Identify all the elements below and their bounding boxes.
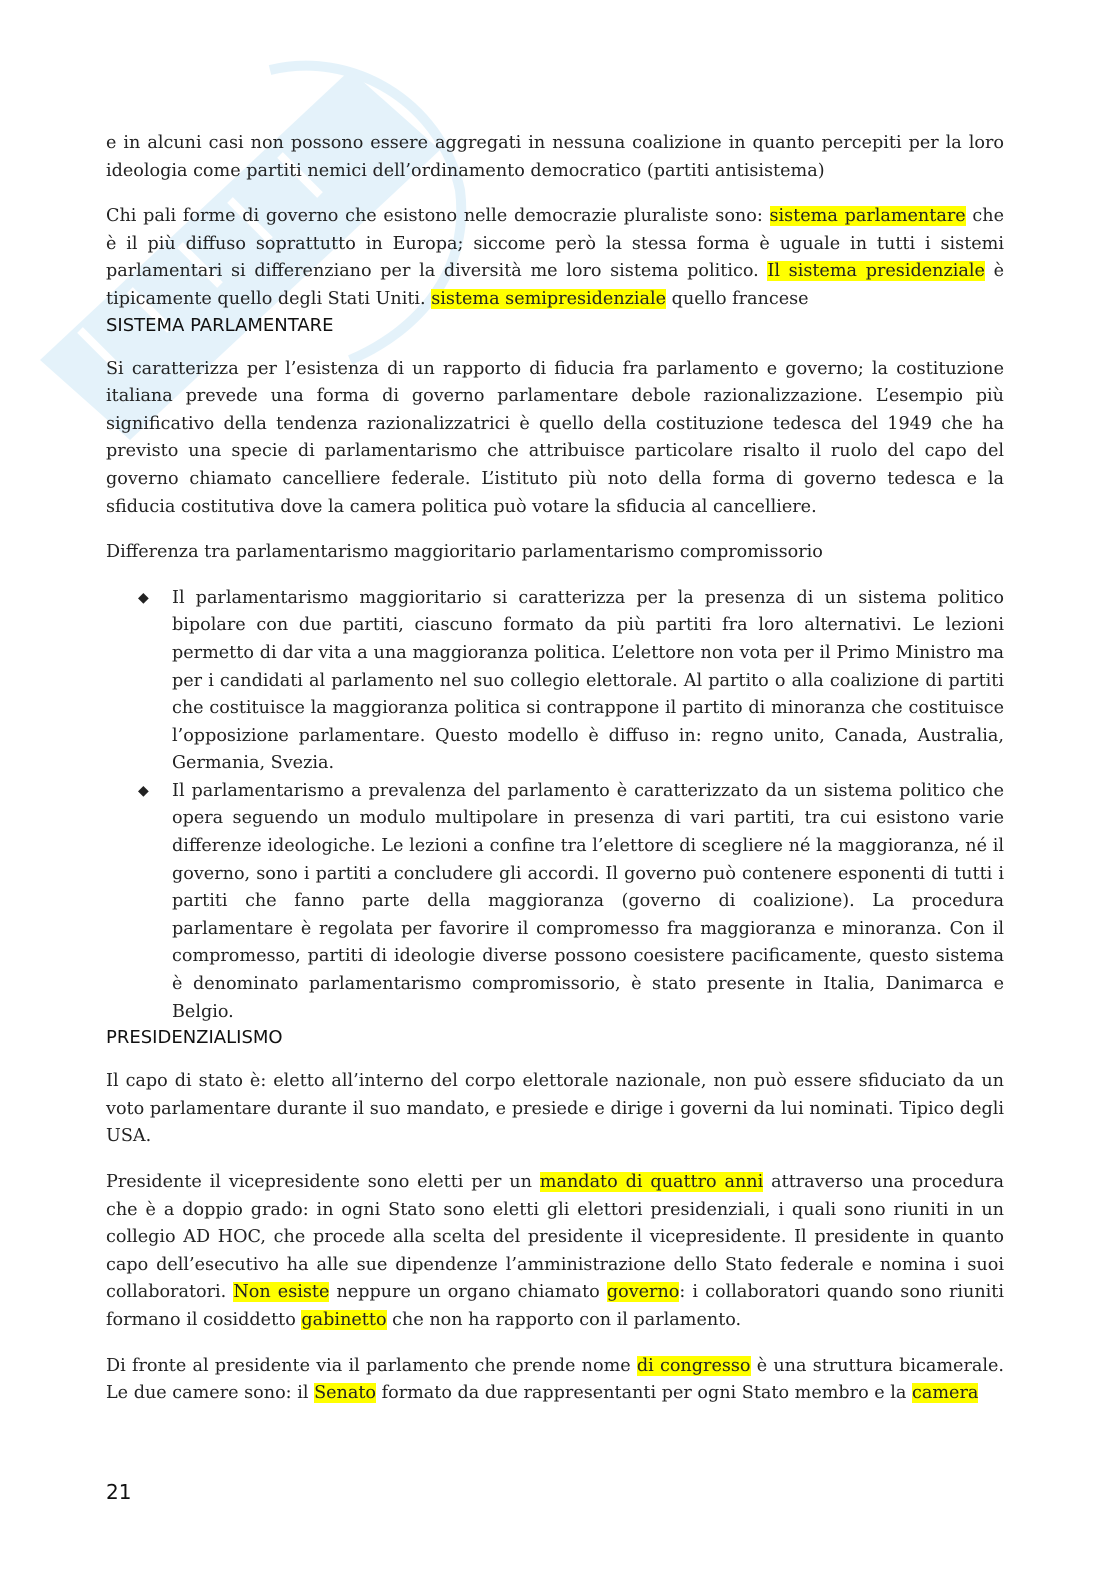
paragraph-difference: Differenza tra parlamentarismo maggioritario parlamentarismo compromissorio	[106, 542, 823, 563]
paragraph-capo-di-stato: Il capo di stato è: eletto all’interno del corpo elettorale nazionale, non può essere sfiduciato da un voto parlamentare durante il suo mandato, e presiede e dirige i governi da lui nominati. Tipico degli USA.	[106, 1071, 1004, 1147]
highlight: Senato	[314, 1383, 377, 1404]
document-body	[106, 130, 1004, 1408]
paragraph-congresso: Di fronte al presidente via il parlamento che prende nome di congresso è una struttura bicamerale. Le due camere sono: il Senato formato da due rappresentanti per ogni Stato membro e la camera	[106, 1355, 1004, 1404]
highlight: mandato di quattro anni	[539, 1172, 764, 1192]
diamond-bullet-icon: ◆	[138, 589, 149, 606]
highlight: gabinetto	[301, 1309, 387, 1330]
section-heading-presidenzialismo: PRESIDENZIALISMO	[106, 1027, 283, 1049]
paragraph-continuation: e in alcuni casi non possono essere aggregati in nessuna coalizione in quanto percepiti per la loro ideologia come partiti nemici dell’ordinamento democratico (partiti antisistema)	[106, 133, 1004, 181]
bullet-list	[106, 585, 1004, 1027]
paragraph-forms-of-government: Chi pali forme di governo che esistono nelle democrazie pluraliste sono: sistema parlamentare che è il più diffuso soprattutto in Europa; siccome però la stessa forma è uguale in tutti i sistemi parlamentari si differenziano per la diversità me loro sistema politico. Il sistema presidenziale è tipicamente quello degli Stati Uniti. sistema semipresidenziale quello francese	[106, 206, 1004, 309]
page-number: 21	[106, 1480, 132, 1504]
highlight: Il sistema presidenziale	[767, 261, 985, 282]
list-item: ◆ Il parlamentarismo a prevalenza del parlamento è caratterizzato da un sistema politico che opera seguendo un modulo multipolare in presenza di vari partiti, tra cui esistono varie differenze ideologiche. Le lezioni a confine tra l’elettore di scegliere né la maggioranza, né il governo, sono i partiti a concludere gli accordi. Il governo può contenere esponenti di tutti i partiti che fanno parte della maggioranza (governo di coalizione). La procedura parlamentare è regolata per favorire il compromesso fra maggioranza e minoranza. Con il compromesso, partiti di ideologie diverse possono coesistere pacificamente, questo sistema è denominato parlamentarismo compromissorio, è stato presente in Italia, Danimarca e Belgio.	[106, 778, 1004, 1026]
highlight: governo	[606, 1282, 680, 1303]
highlight: di congresso	[636, 1355, 751, 1376]
highlight: Non esiste	[233, 1282, 330, 1303]
list-item: ◆ Il parlamentarismo maggioritario si caratterizza per la presenza di un sistema politico bipolare con due partiti, ciascuno formato da più partiti fra loro alternativi. Le lezioni permetto di dar vita a una maggioranza politica. L’elettore non vota per il Primo Ministro ma per i candidati al parlamento nel suo collegio elettorale. Al partito o alla coalizione di partiti che costituisce la maggioranza politica si contrappone il partito di minoranza che costituisce l’opposizione parlamentare. Questo modello è diffuso in: regno unito, Canada, Australia, Germania, Svezia.	[106, 585, 1004, 778]
paragraph-parlamentare: Si caratterizza per l’esistenza di un rapporto di fiducia fra parlamento e governo; la costituzione italiana prevede una forma di governo parlamentare debole razionalizzazione. L’esempio più significativo della tendenza razionalizzatrici è quello della costituzione tedesca del 1949 che ha previsto una specie di parlamentarismo che attribuisce particolare risalto il ruolo del capo del governo chiamato cancelliere federale. L’istituto più noto della forma di governo tedesca e la sfiducia costitutiva dove la camera politica può votare la sfiducia al cancelliere.	[106, 358, 1004, 517]
paragraph-presidente: Presidente il vicepresidente sono eletti per un mandato di quattro anni attraverso una procedura che è a doppio grado: in ogni Stato sono eletti gli elettori presidenziali, i quali sono riuniti in un collegio AD HOC, che procede alla scelta del presidente il vicepresidente. Il presidente in quanto capo dell’esecutivo ha alle sue dipendenze l’amministrazione dello Stato federale e nomina i suoi collaboratori. Non esiste neppure un organo chiamato governo: i collaboratori quando sono riuniti formano il cosiddetto gabinetto che non ha rapporto con il parlamento.	[106, 1172, 1004, 1330]
highlight: camera	[912, 1383, 979, 1404]
section-heading-parlamentare: SISTEMA PARLAMENTARE	[106, 314, 334, 336]
highlight: sistema parlamentare	[769, 206, 966, 227]
highlight: sistema semipresidenziale	[431, 288, 667, 309]
diamond-bullet-icon: ◆	[138, 782, 149, 799]
